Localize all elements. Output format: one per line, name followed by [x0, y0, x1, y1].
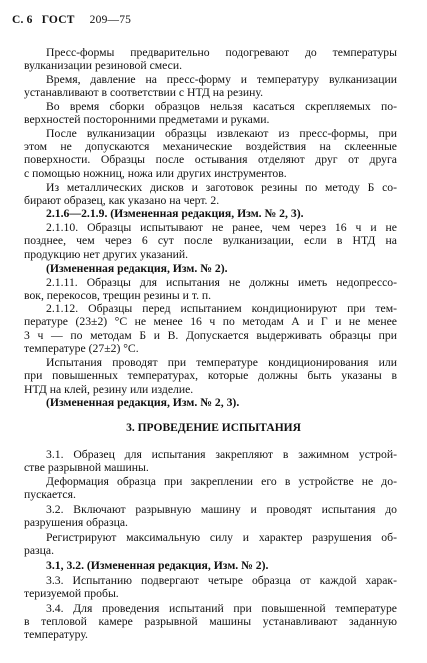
text-line: вулканизации резиновой смеси.	[24, 59, 182, 72]
text-line: 2.1.11. Образцы для испытания не должны иметь недопрессо-	[46, 276, 397, 289]
standard-label: ГОСТ	[41, 14, 75, 26]
text-line: пускается.	[24, 488, 76, 501]
page-header	[12, 14, 131, 26]
text-line: 3.2. Включают разрывную машину и проводят испытания до	[46, 503, 397, 516]
text-line: позднее, чем через 6 сут после вулканизации, если в НТД на	[24, 234, 397, 247]
text-line: этом не допускаются механические воздействия на склеенные	[24, 140, 397, 153]
text-line: продукцию нет других указаний.	[24, 248, 189, 261]
text-line: Испытания проводят при температуре кондиционирования или	[46, 356, 397, 369]
text-line: 3 ч — по методам Б и В. Допускается выдерживать образцы при	[24, 329, 397, 342]
amendment-note: 2.1.6—2.1.9. (Измененная редакция, Изм. № 2, 3).	[46, 207, 304, 220]
text-line: устанавливают в соответствии с НТД на резину.	[24, 86, 264, 99]
text-line: пературе (23±2) °С не менее 16 ч по методам А и Г и не менее	[24, 315, 397, 328]
text-line: бирают образец, как указано на черт. 2.	[24, 194, 220, 207]
text-line: с помощью ножниц, ножа или других инструментов.	[24, 167, 287, 180]
text-line: вок, перекосов, трещин резины и т. п.	[24, 289, 212, 302]
text-line: 3.3. Испытанию подвергают четыре образца от каждой харак-	[46, 574, 397, 587]
standard-number: 209—75	[89, 14, 132, 26]
page-number: С. 6	[12, 14, 33, 26]
text-line: 2.1.12. Образцы перед испытанием кондиционируют при тем-	[46, 302, 397, 315]
text-line: поверхности. Образцы после остывания отделяют друг от друга	[24, 153, 397, 166]
text-line: Во время сборки образцов нельзя касаться скрепляемых по-	[46, 100, 397, 113]
text-line: Время, давление на пресс-форму и температуру вулканизации	[46, 73, 397, 86]
text-line: 3.4. Для проведения испытаний при повышенной температуре	[46, 602, 397, 615]
text-line: температуру.	[24, 628, 88, 641]
text-line: Из металлических дисков и заготовок резины по методу Б со-	[46, 181, 397, 194]
text-line: верхностей посторонними предметами и руками.	[24, 113, 270, 126]
text-line: стве разрывной машины.	[24, 461, 149, 474]
text-line: 3.1. Образец для испытания закрепляют в зажимном устрой-	[46, 448, 397, 461]
text-line: в тепловой камере разрывной машины устанавливают заданную	[24, 615, 397, 628]
text-line: После вулканизации образцы извлекают из пресс-формы, при	[46, 127, 397, 140]
text-line: разрушения образца.	[24, 516, 128, 529]
amendment-note: (Измененная редакция, Изм. № 2, 3).	[46, 396, 240, 409]
amendment-note: (Измененная редакция, Изм. № 2).	[46, 262, 228, 275]
amendment-note: 3.1, 3.2. (Измененная редакция, Изм. № 2).	[46, 559, 269, 572]
text-line: НТД на клей, резину или изделие.	[24, 383, 194, 396]
text-line: Пресс-формы предварительно подогревают до температуры	[46, 46, 397, 59]
text-line: при повышенных температурах, которые должны быть указаны в	[24, 369, 397, 382]
text-line: разца.	[24, 544, 55, 557]
text-line: Деформация образца при закреплении его в устройстве не до-	[46, 475, 397, 488]
text-line: 2.1.10. Образцы испытывают не ранее, чем через 16 ч и не	[46, 221, 397, 234]
text-line: температуре (27±2) °С.	[24, 342, 139, 355]
section-heading: 3. ПРОВЕДЕНИЕ ИСПЫТАНИЯ	[126, 422, 301, 434]
text-line: Регистрируют максимальную силу и характер разрушения об-	[46, 531, 397, 544]
text-line: теризуемой пробы.	[24, 587, 119, 600]
